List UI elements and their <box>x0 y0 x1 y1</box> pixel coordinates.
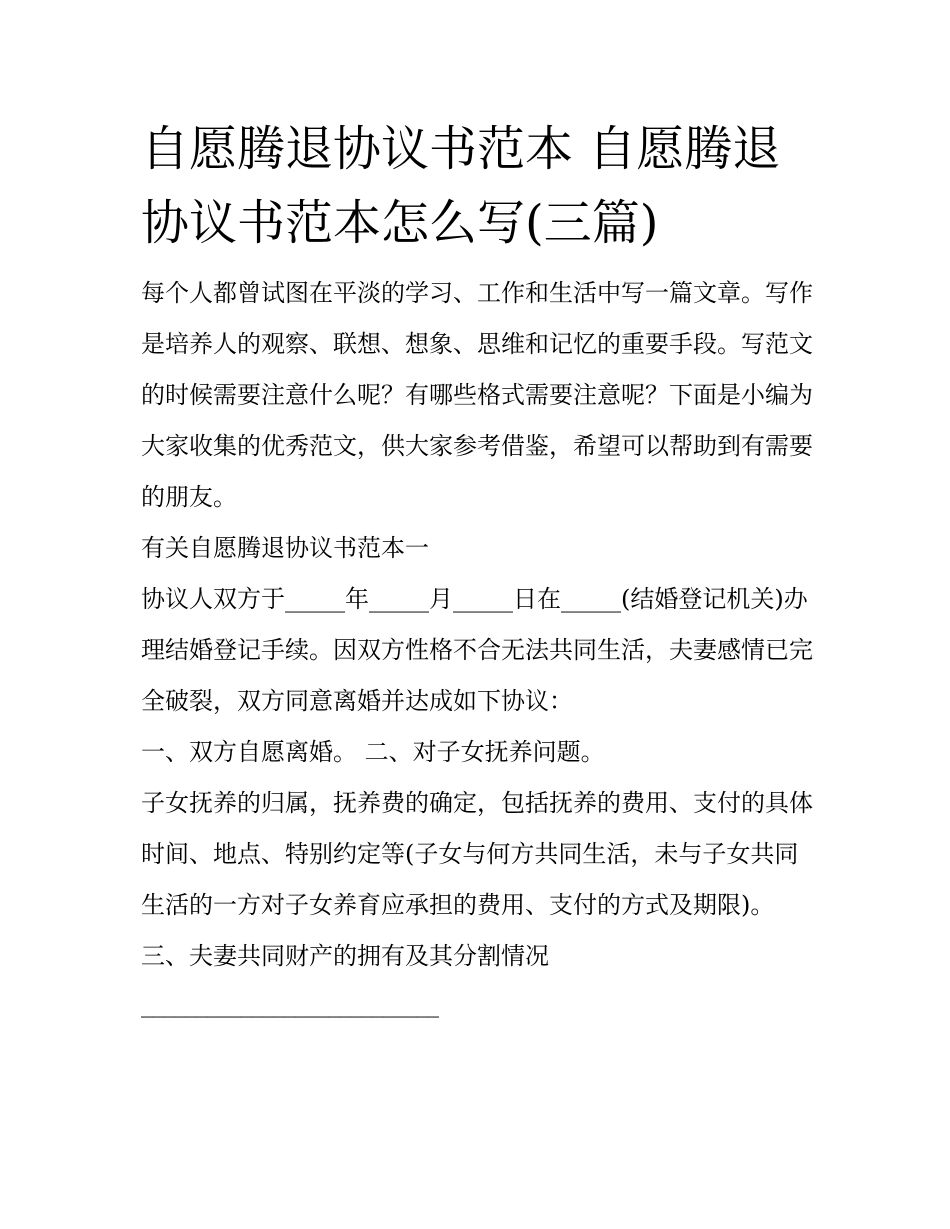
document-body <box>141 112 821 1024</box>
clause-three: 三、夫妻共同财产的拥有及其分割情况 <box>141 942 549 970</box>
intro-paragraph: 每个人都曾试图在平淡的学习、工作和生活中写一篇文章。写作是培养人的观察、联想、想象、思维和记忆的重要手段。写范文的时候需要注意什么呢？有哪些格式需要注意呢？下面是小编为大家收集的优秀范文，供大家参考借鉴，希望可以帮助到有需要的朋友。 <box>141 279 813 511</box>
title-line-1: 自愿腾退协议书范本 自愿腾退 <box>141 121 781 177</box>
title-line-2: 协议书范本怎么写(三篇) <box>141 195 659 251</box>
document-title <box>141 112 821 260</box>
blank-fill-line: ___________________________ <box>141 990 438 1018</box>
clause-one-two: 一、双方自愿离婚。 二、对子女抚养问题。 <box>141 738 605 766</box>
section-heading-one: 有关自愿腾退协议书范本一 <box>141 534 429 562</box>
agreement-opening-paragraph: 协议人双方于_____年_____月_____日在_____(结婚登记机关)办理结婚登记手续。因双方性格不合无法共同生活，夫妻感情已完全破裂，双方同意离婚并达成如下协议： <box>141 585 813 715</box>
child-support-paragraph: 子女抚养的归属，抚养费的确定，包括抚养的费用、支付的具体时间、地点、特别约定等(子女与何方共同生活，未与子女共同生活的一方对子女养育应承担的费用、支付的方式及期限)。 <box>141 789 813 919</box>
